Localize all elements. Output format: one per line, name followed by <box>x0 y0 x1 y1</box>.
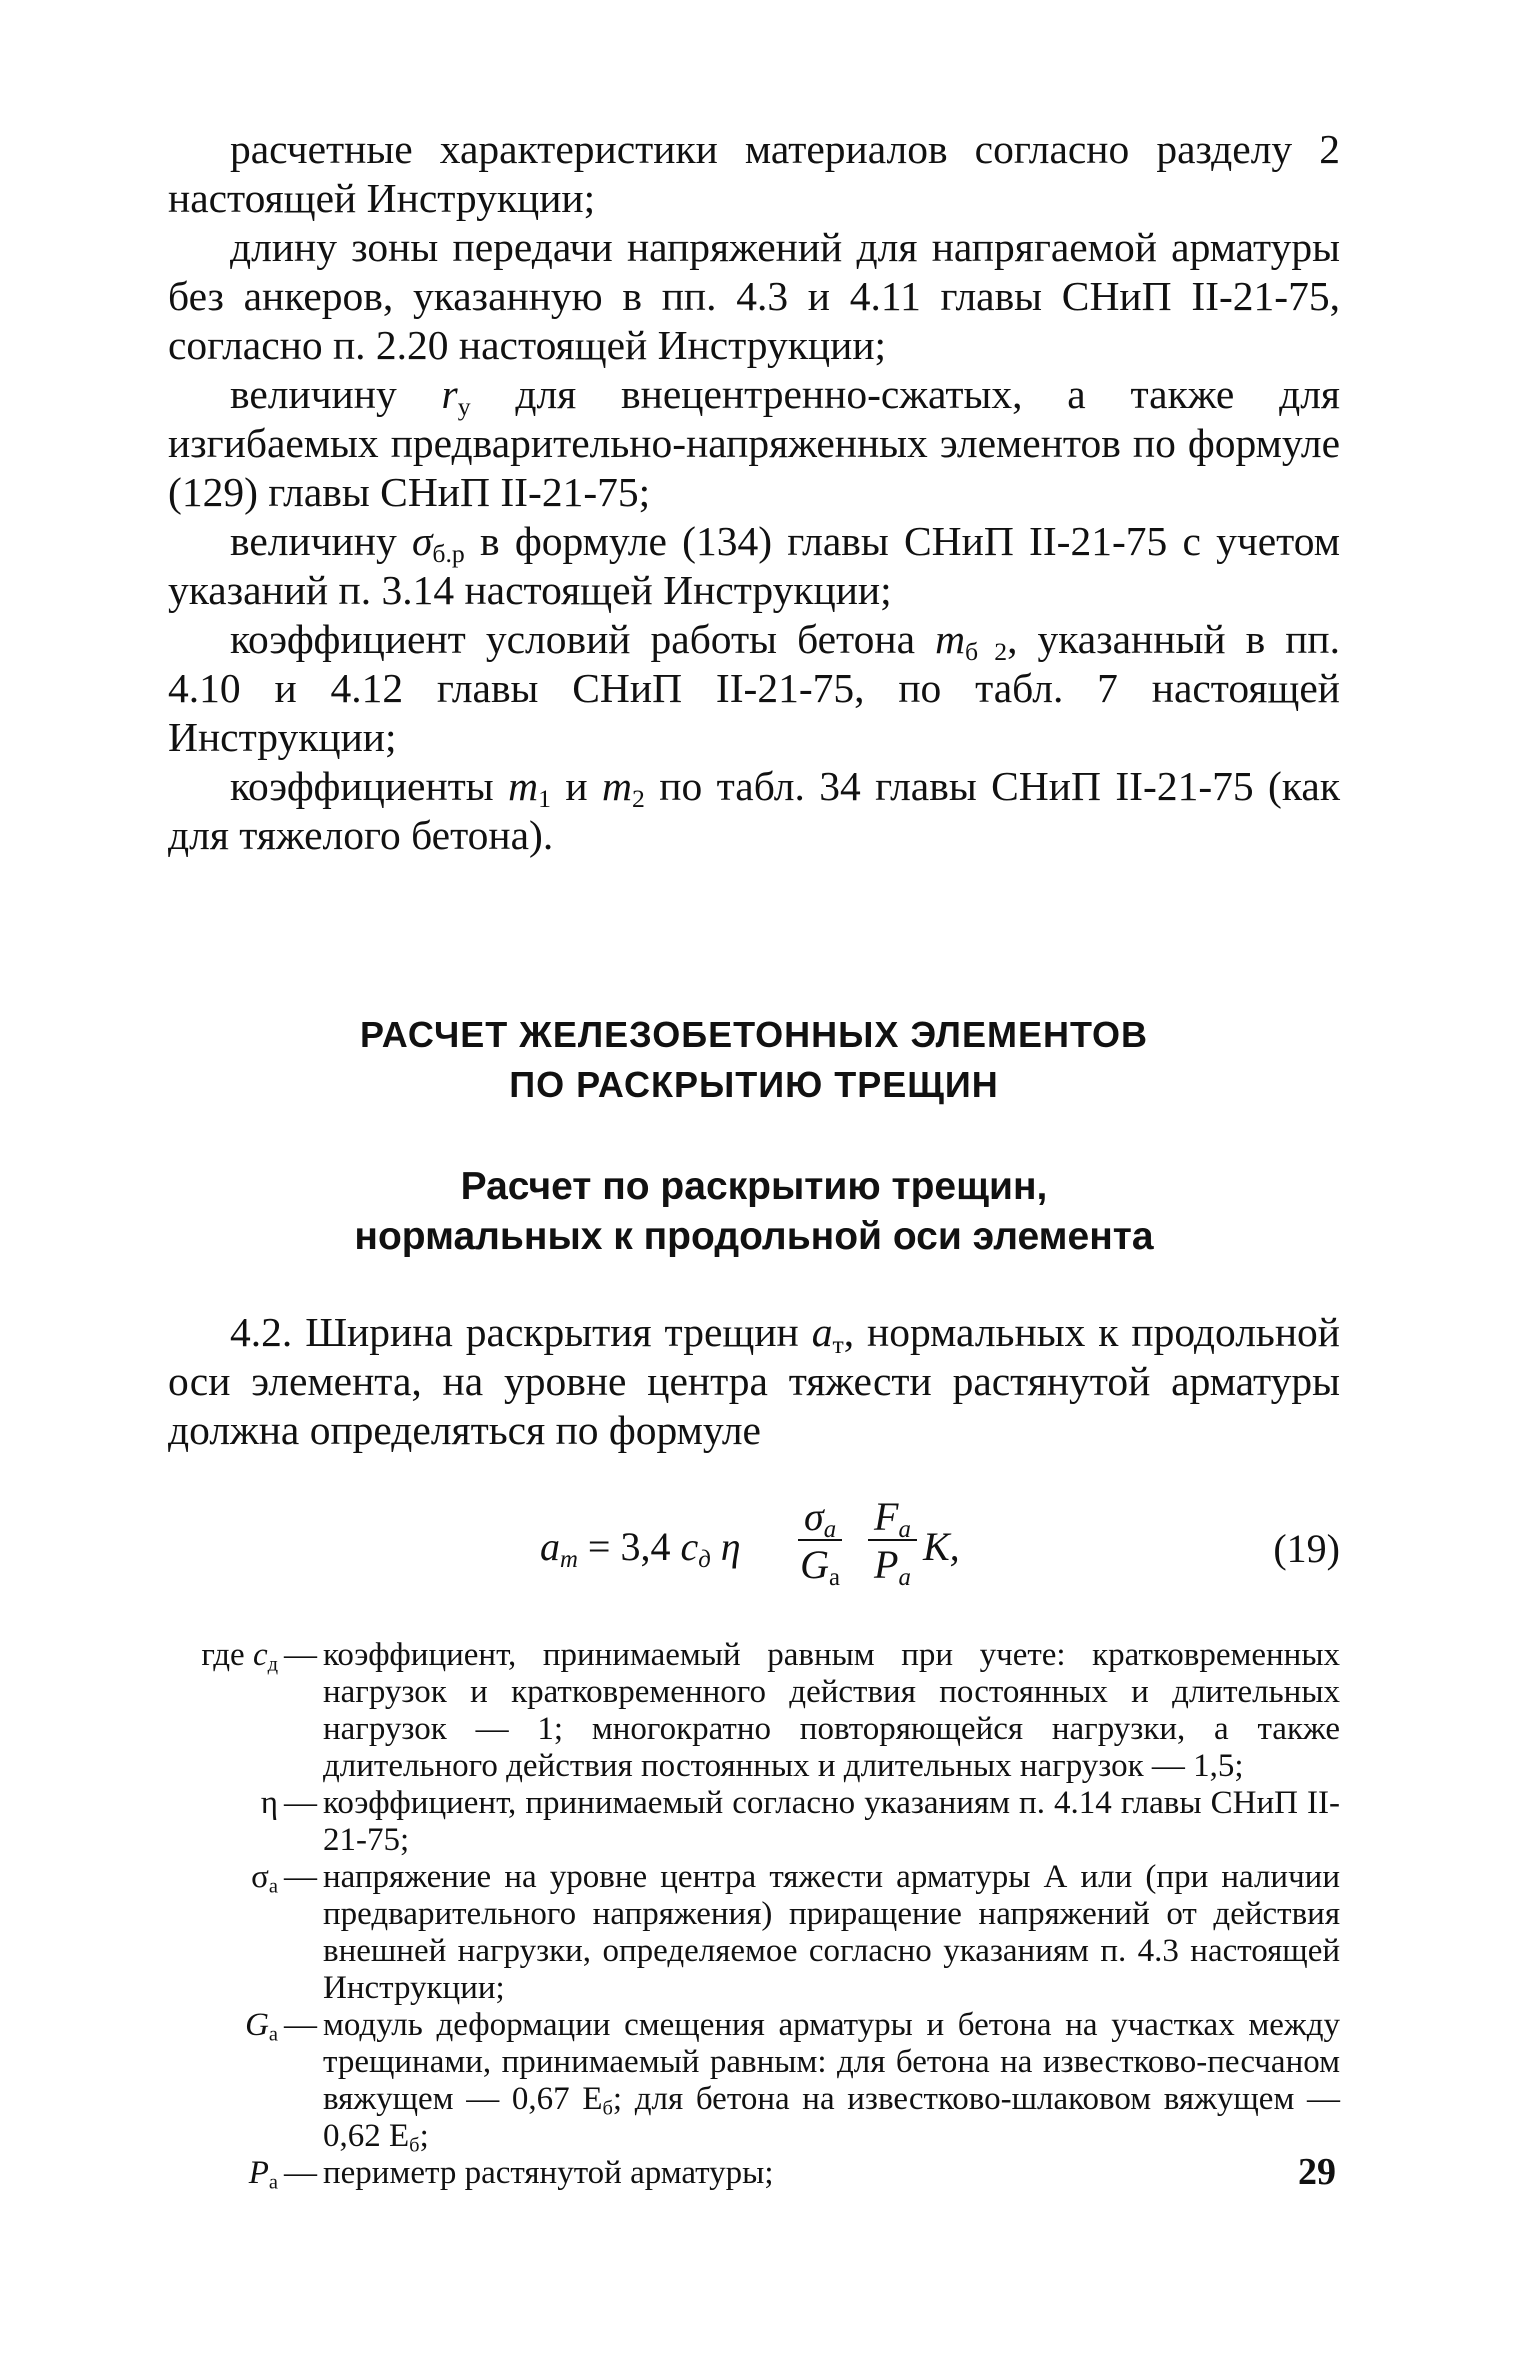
definition-sigma-a: $\sigma_а$ — напряжение на уровне центра тяжести арматуры А или (при наличии предварительного напряжения) приращение напряжений от действия внешней нагрузки, определяемое согласно указаниям п. 4.3 настоящей Инструкции; <box>251 1859 1340 2006</box>
clause-4-2: 4.2. Ширина раскрытия трещин $a_т$, нормальных к продольной оси элемента, на уровне центра тяжести растянутой арматуры должна определяться по формуле <box>168 1309 1340 1453</box>
definition-eta: η — коэффициент, принимаемый согласно указаниям п. 4.14 главы СНиП II-21-75; <box>260 1785 1340 1858</box>
definition-p-a: $P_а$ — периметр растянутой арматуры; <box>248 2155 774 2194</box>
definition-cd: где $c_д$ — коэффициент, принимаемый равным при учете: кратковременных нагрузок и кратковременного действия постоянных и длительных нагрузок — 1; многократно повторяющейся нагрузки, а также длительного действия постоянных и длительных нагрузок — 1,5; <box>201 1637 1340 1784</box>
page-number: 29 <box>1298 2151 1336 2193</box>
definition-g-a: $G_а$ — модуль деформации смещения арматуры и бетона на участках между трещинами, принимаемый равным: для бетона на известково-песчаном вяжущем — 0,67 $Е_б$; для бетона на известково-шлаковом вяжущем — 0,62 $Е_б$; <box>245 2007 1340 2157</box>
subsection-heading <box>168 1162 1340 1262</box>
section-heading-line-1: РАСЧЕТ ЖЕЛЕЗОБЕТОННЫХ ЭЛЕМЕНТОВ <box>359 1014 1149 1055</box>
paragraph-4: величину $\sigma_{б.р}$ в формуле (134) главы СНиП II-21-75 с учетом указаний п. 3.14 настоящей Инструкции; <box>168 518 1340 613</box>
formula-k: K, <box>923 1524 960 1569</box>
section-heading <box>168 1010 1340 1110</box>
definitions-list <box>168 1637 1340 2192</box>
section-heading-line-2: ПО РАСКРЫТИЮ ТРЕЩИН <box>509 1064 999 1105</box>
equation-number: (19) <box>1273 1526 1340 1571</box>
paragraph-6: коэффициенты $m_1$ и $m_2$ по табл. 34 главы СНиП II-21-75 (как для тяжелого бетона). <box>168 763 1340 858</box>
paragraph-3: величину $r_у$ для внецентренно-сжатых, а также для изгибаемых предварительно-напряженных элементов по формуле (129) главы СНиП II-21-75; <box>168 371 1340 515</box>
formula-19 <box>168 1485 1340 1615</box>
fraction-f-over-p: $F_а$ $P_а$ <box>868 1495 917 1589</box>
requirements-list <box>168 125 1340 860</box>
fraction-sigma-over-g: $\sigma_а$ $G_а$ <box>798 1495 842 1589</box>
formula-lhs: $a_т = 3,4$ $c_д$ η <box>540 1524 741 1573</box>
paragraph-5: коэффициент условий работы бетона $m_{б 2}$, указанный в пп. 4.10 и 4.12 главы СНиП II-21-75, по табл. 7 настоящей Инструкции; <box>168 616 1340 760</box>
subsection-heading-line-1: Расчет по раскрытию трещин, <box>460 1165 1048 1208</box>
subsection-heading-line-2: нормальных к продольной оси элемента <box>354 1215 1154 1258</box>
paragraph-1: расчетные характеристики материалов согласно разделу 2 настоящей Инструкции; <box>168 126 1340 221</box>
paragraph-2: длину зоны передачи напряжений для напрягаемой арматуры без анкеров, указанную в пп. 4.3 и 4.11 главы СНиП II-21-75, согласно п. 2.20 настоящей Инструкции; <box>168 224 1340 368</box>
